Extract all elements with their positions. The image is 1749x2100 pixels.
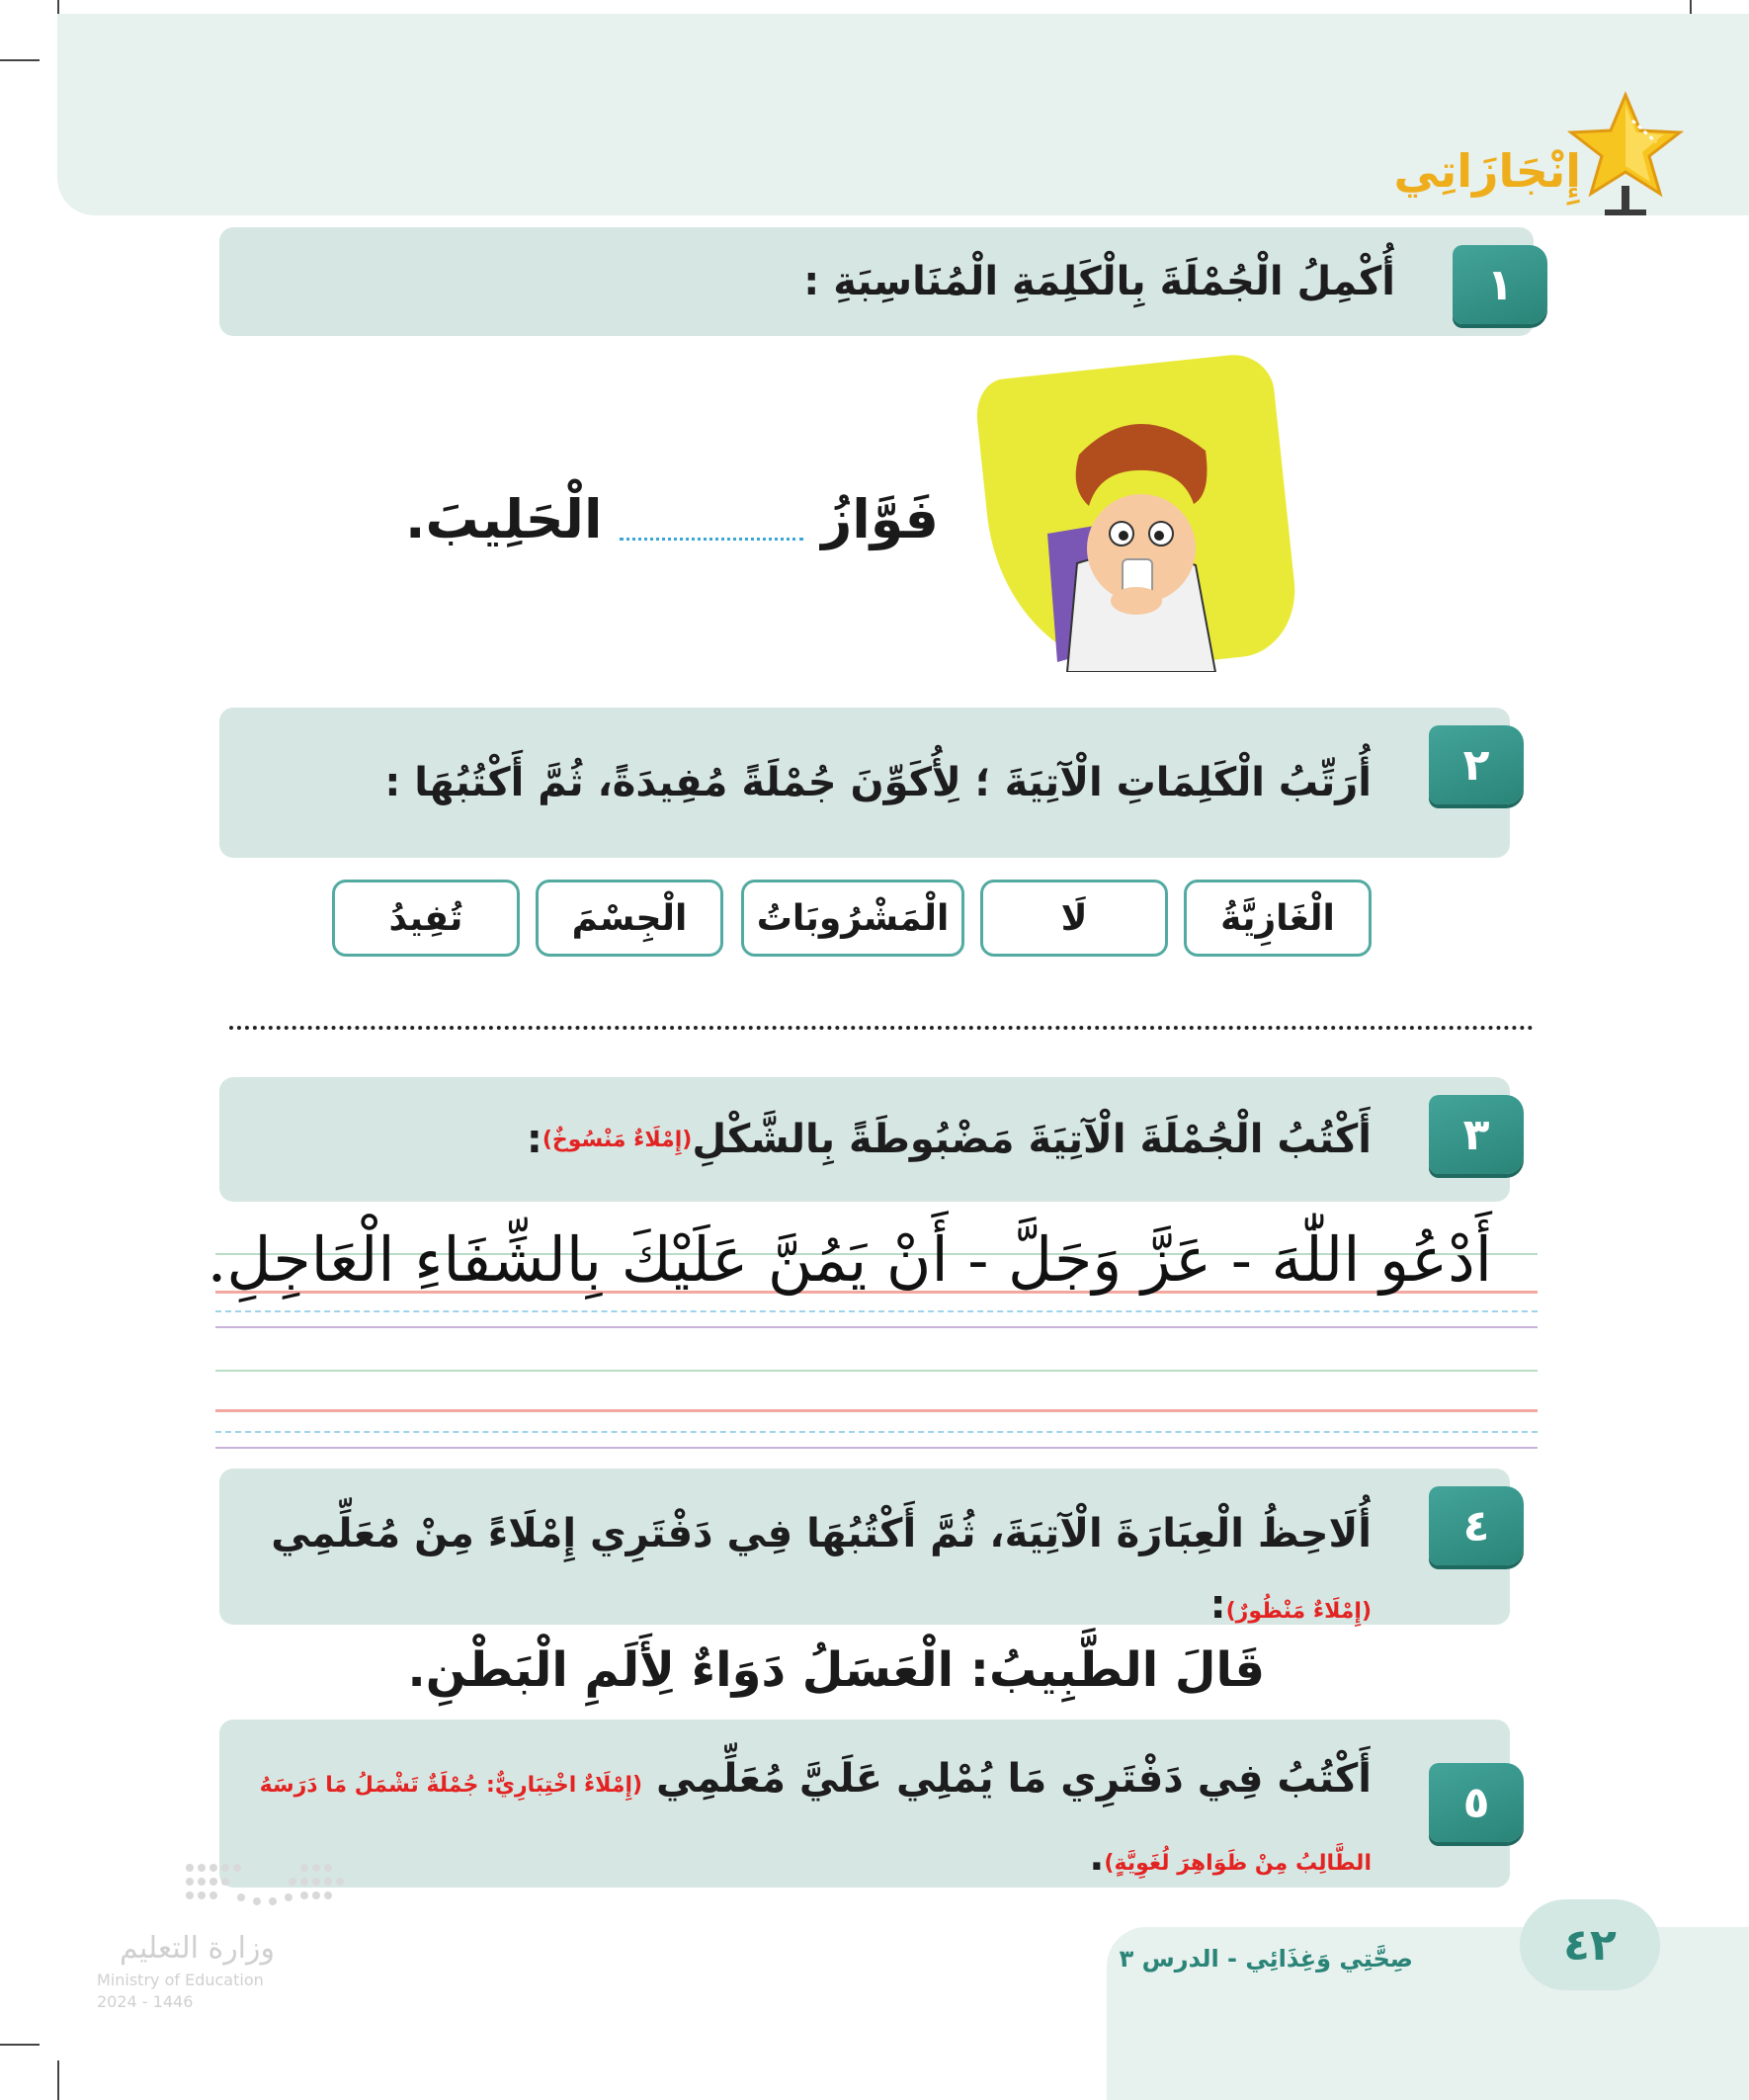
question-number-badge: ١: [1453, 245, 1547, 324]
page-number: ٤٢: [1520, 1899, 1660, 1990]
word-chip[interactable]: الْجِسْمَ: [536, 880, 723, 957]
ministry-name-arabic: وزارة التعليم: [119, 1931, 275, 1966]
dictation-quote: قَالَ الطَّبِيبُ: الْعَسَلُ دَوَاءٌ لِأَلَمِ الْبَطْنِ.: [407, 1642, 1265, 1698]
question-4-bar: [219, 1469, 1510, 1628]
question-number-badge: ٢: [1429, 725, 1524, 804]
sentence-end: الْحَلِيبَ.: [405, 487, 603, 550]
question-2-instruction: أُرَتِّبُ الْكَلِمَاتِ الْآتِيَةَ ؛ لِأُكَوِّنَ جُمْلَةً مُفِيدَةً، ثُمَّ أَكْتُبُهَا :: [384, 760, 1372, 805]
question-number-badge: ٣: [1429, 1095, 1524, 1174]
word-chip[interactable]: تُفِيدُ: [332, 880, 520, 957]
question-3-bar: [219, 1077, 1510, 1202]
instruction-colon: :: [526, 1117, 542, 1162]
boy-drinking-milk-illustration: [988, 385, 1245, 672]
sentence-start: فَوَّازُ: [821, 487, 939, 550]
dictation-note: (إِمْلَاءٌ اخْتِبَارِيٌّ: جُمْلَةٌ تَشْمَلُ مَا دَرَسَهُ الطَّالِبُ مِنْ ظَوَاهِرَ لُغَوِيَّةٍ): [259, 1773, 1372, 1876]
instruction-text: أُلَاحِظُ الْعِبَارَةَ الْآتِيَةَ، ثُمَّ أَكْتُبُهَا فِي دَفْتَرِي إِمْلَاءً مِنْ مُعَلِّمِي: [271, 1511, 1372, 1556]
question-5-bar: [219, 1720, 1510, 1888]
question-2-bar: [219, 708, 1510, 858]
word-bank: [332, 880, 1372, 961]
dictation-note: (إِمْلَاءٌ مَنْسُوخٌ): [541, 1127, 693, 1152]
instruction-text: أَكْتُبُ الْجُمْلَةَ الْآتِيَةَ مَضْبُوطَةً بِالشَّكْلِ: [692, 1117, 1372, 1162]
lesson-title: صِحَّتِي وَغِذَائِي - الدرس ٣: [1119, 1945, 1413, 1973]
ministry-logo-icon: [182, 1858, 352, 1915]
answer-line[interactable]: [229, 1026, 1534, 1030]
question-number-badge: ٤: [1429, 1486, 1524, 1565]
crop-mark: [0, 2044, 40, 2046]
writing-guide-line: [215, 1431, 1538, 1433]
crop-mark: [0, 59, 40, 61]
page-title-wrap: [1393, 126, 1581, 215]
answer-blank[interactable]: [620, 498, 803, 541]
sentence-to-copy: أَدْعُو اللّٰهَ - عَزَّ وَجَلَّ - أَنْ يَمُنَّ عَلَيْكَ بِالشِّفَاءِ الْعَاجِلِ.: [207, 1223, 1492, 1296]
writing-guide-line: [215, 1409, 1538, 1412]
word-chip[interactable]: لَا: [980, 880, 1168, 957]
word-chip[interactable]: الْغَازِيَّةُ: [1184, 880, 1372, 957]
writing-guide-line: [215, 1370, 1538, 1372]
word-chip[interactable]: الْمَشْرُوبَاتُ: [741, 880, 964, 957]
edition-year: 2024 - 1446: [97, 1992, 194, 2011]
page-title: إِنْجَازَاتِي: [1393, 144, 1581, 198]
question-number-badge: ٥: [1429, 1763, 1524, 1842]
crop-mark: [57, 2060, 59, 2100]
question-4-instruction: [239, 1498, 1372, 1647]
question-3-instruction: [527, 1077, 1372, 1202]
question-1-bar: [219, 227, 1534, 336]
instruction-colon: :: [1209, 1582, 1226, 1628]
instruction-text: أَكْتُبُ فِي دَفْتَرِي مَا يُمْلِي عَلَيَّ مُعَلِّمِي: [656, 1756, 1372, 1802]
dictation-note: (إِمْلَاءٌ مَنْظُورٌ): [1225, 1599, 1372, 1624]
question-1-instruction: أُكْمِلُ الْجُمْلَةَ بِالْكَلِمَةِ الْمُنَاسِبَةِ :: [803, 259, 1395, 304]
ministry-name-english: Ministry of Education: [97, 1971, 264, 1989]
writing-guide-line: [215, 1447, 1538, 1449]
instruction-end: .: [1089, 1834, 1105, 1880]
fill-in-sentence: [405, 474, 939, 563]
question-5-instruction: [239, 1743, 1372, 1899]
